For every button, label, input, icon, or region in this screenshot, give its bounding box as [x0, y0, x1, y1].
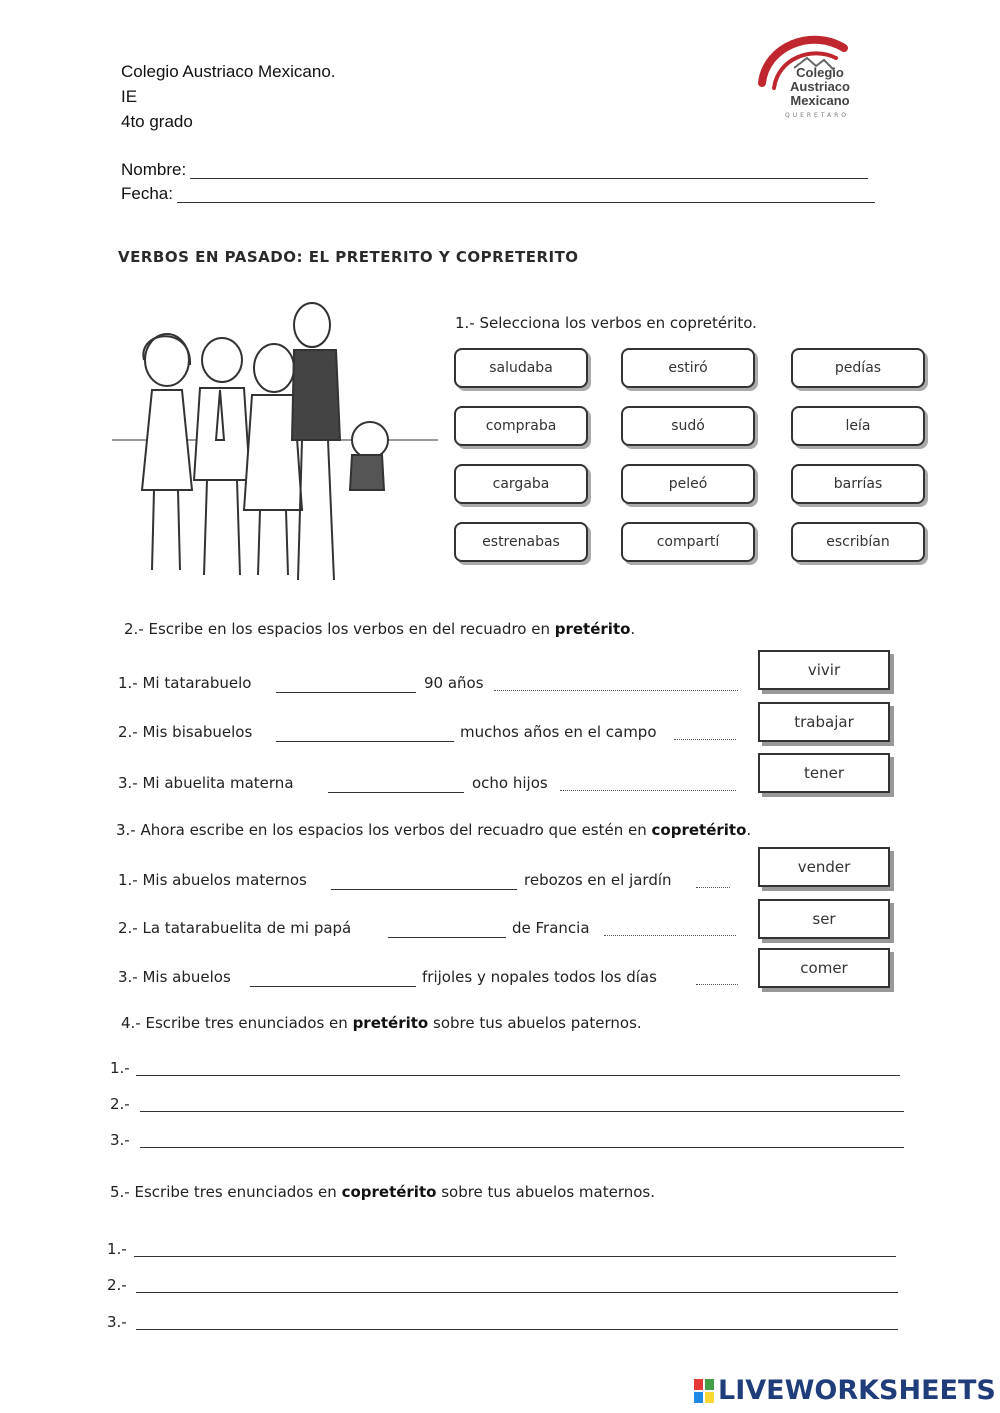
logo-line4: QUERETARO [784, 112, 850, 119]
section5-instruction [110, 1183, 655, 1201]
word-box: vender [758, 847, 890, 887]
sentence-start: 2.- La tatarabuelita de mi papá [118, 919, 352, 937]
answer-blank[interactable] [250, 986, 416, 987]
sentence-end: rebozos en el jardín [524, 871, 672, 889]
s4-answer-line-1[interactable] [136, 1075, 900, 1076]
section5-instruction-end: sobre tus abuelos maternos. [436, 1183, 655, 1201]
sentence-start: 1.- Mi tatarabuelo [118, 674, 252, 692]
section3-instruction-text: 3.- Ahora escribe en los espacios los verbos del recuadro que estén en [116, 821, 652, 839]
logo-line1: Colegio [796, 65, 844, 80]
dotted-leader [604, 935, 736, 936]
verb-option[interactable]: estiró [621, 348, 755, 388]
logo-line2: Austriaco [790, 79, 850, 94]
sentence-end: ocho hijos [472, 774, 548, 792]
date-field[interactable] [177, 202, 875, 203]
grade: 4to grado [121, 112, 193, 131]
family-illustration [112, 290, 442, 590]
verb-option[interactable]: peleó [621, 464, 755, 504]
liveworksheets-logo [694, 1375, 996, 1406]
verb-option[interactable]: compraba [454, 406, 588, 446]
dotted-leader [494, 690, 738, 691]
name-label: Nombre: [121, 160, 187, 179]
section4-instruction [121, 1014, 642, 1032]
dotted-leader [696, 887, 730, 888]
s5-number-3: 3.- [107, 1313, 127, 1331]
s5-number-2: 2.- [107, 1276, 127, 1294]
sentence-end: muchos años en el campo [460, 723, 657, 741]
subject: IE [121, 87, 138, 106]
date-label: Fecha: [121, 184, 173, 203]
s5-answer-line-1[interactable] [134, 1256, 896, 1257]
school-logo [752, 28, 862, 123]
sentence-start: 1.- Mis abuelos maternos [118, 871, 307, 889]
s4-number-3: 3.- [110, 1131, 130, 1149]
s4-number-2: 2.- [110, 1095, 130, 1113]
word-box: tener [758, 753, 890, 793]
sentence-end: frijoles y nopales todos los días [422, 968, 657, 986]
word-box: comer [758, 948, 890, 988]
section2-instruction-end: . [630, 620, 636, 638]
answer-blank[interactable] [388, 937, 506, 938]
verb-option[interactable]: sudó [621, 406, 755, 446]
section2-instruction [124, 620, 635, 638]
dotted-leader [674, 739, 736, 740]
section4-instruction-text: 4.- Escribe tres enunciados en [121, 1014, 353, 1032]
name-field[interactable] [190, 178, 868, 179]
s5-number-1: 1.- [107, 1240, 127, 1258]
dotted-leader [696, 984, 738, 985]
sentence-start: 3.- Mis abuelos [118, 968, 231, 986]
verb-option[interactable]: compartí [621, 522, 755, 562]
verb-option[interactable]: cargaba [454, 464, 588, 504]
section2-instruction-bold: pretérito [554, 620, 631, 638]
section3-instruction-end: . [746, 821, 752, 839]
answer-blank[interactable] [276, 692, 416, 693]
word-box: trabajar [758, 702, 890, 742]
s4-number-1: 1.- [110, 1059, 130, 1077]
verb-option[interactable]: leía [791, 406, 925, 446]
liveworksheets-brand: LIVEWORKSHEETS [718, 1375, 996, 1406]
section5-instruction-bold: copretérito [341, 1183, 437, 1201]
section3-instruction-bold: copretérito [651, 821, 747, 839]
worksheet-title: VERBOS EN PASADO: EL PRETERITO Y COPRETERITO [118, 248, 579, 266]
answer-blank[interactable] [276, 741, 454, 742]
s5-answer-line-2[interactable] [136, 1292, 898, 1293]
section1-instruction: 1.- Selecciona los verbos en copretérito. [455, 314, 757, 332]
verb-option[interactable]: escribían [791, 522, 925, 562]
sentence-start: 3.- Mi abuelita materna [118, 774, 294, 792]
sentence-start: 2.- Mis bisabuelos [118, 723, 253, 741]
sentence-end: de Francia [512, 919, 590, 937]
s4-answer-line-3[interactable] [140, 1147, 904, 1148]
answer-blank[interactable] [328, 792, 464, 793]
dotted-leader [560, 790, 736, 791]
answer-blank[interactable] [331, 889, 517, 890]
section4-instruction-end: sobre tus abuelos paternos. [428, 1014, 642, 1032]
section4-instruction-bold: pretérito [352, 1014, 429, 1032]
section2-instruction-text: 2.- Escribe en los espacios los verbos en del recuadro en [124, 620, 555, 638]
liveworksheets-grid-icon [694, 1379, 714, 1403]
section5-instruction-text: 5.- Escribe tres enunciados en [110, 1183, 342, 1201]
sentence-end: 90 años [424, 674, 484, 692]
logo-line3: Mexicano [790, 93, 850, 108]
verb-option[interactable]: saludaba [454, 348, 588, 388]
verb-option[interactable]: estrenabas [454, 522, 588, 562]
verb-option[interactable]: barrías [791, 464, 925, 504]
verb-option[interactable]: pedías [791, 348, 925, 388]
word-box: ser [758, 899, 890, 939]
s4-answer-line-2[interactable] [140, 1111, 904, 1112]
section3-instruction [116, 821, 751, 839]
family-drawing-icon [112, 290, 442, 590]
word-box: vivir [758, 650, 890, 690]
school-name: Colegio Austriaco Mexicano. [121, 62, 336, 81]
s5-answer-line-3[interactable] [136, 1329, 898, 1330]
